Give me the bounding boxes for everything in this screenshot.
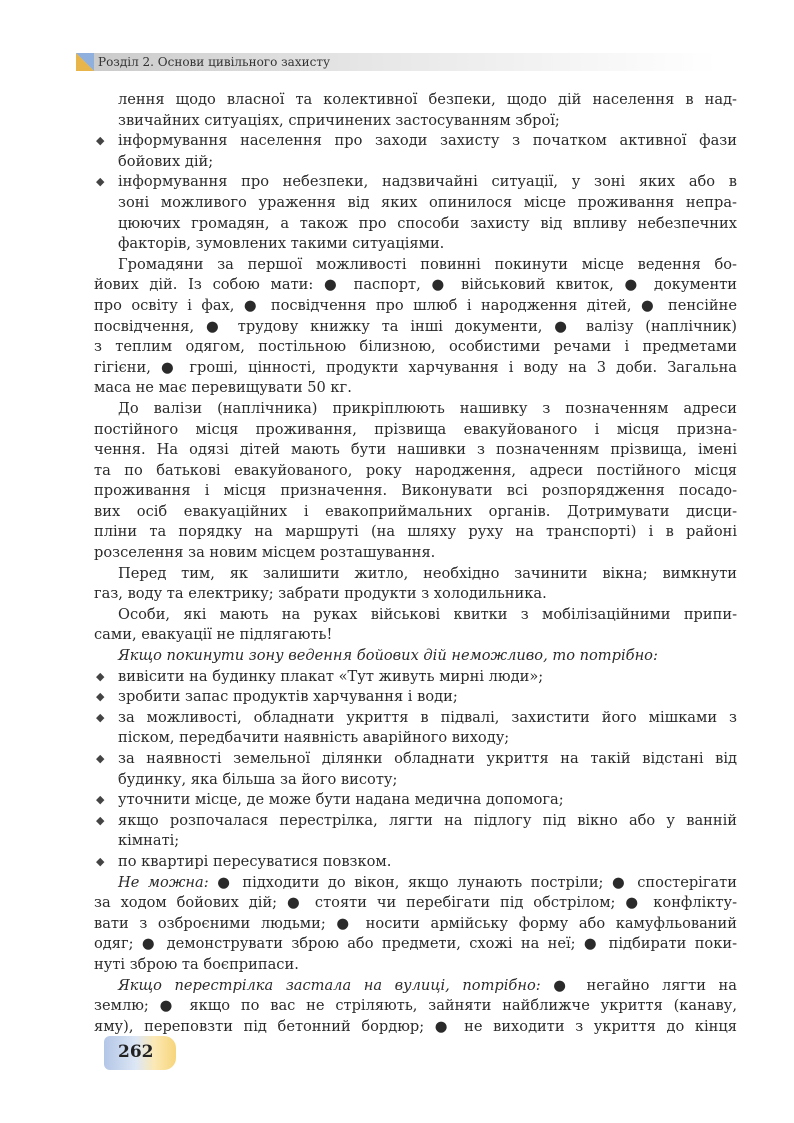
diamond-bullet-icon: ◆ (96, 710, 105, 724)
text-line: лення щодо власної та колективної безпеки, щодо дій населення в над- (118, 91, 737, 108)
text-line: Перед тим, як залишити житло, необхідно зачинити вікна; вимкнути (118, 564, 737, 582)
section-title: Розділ 2. Основи цивільного захисту (98, 55, 331, 69)
page-number-badge (104, 1036, 176, 1070)
diamond-bullet-icon: ◆ (96, 793, 105, 807)
diamond-bullet-icon: ◆ (96, 669, 105, 683)
text-line: землю; ● якщо по вас не стріляють, зайняти найближче укриття (канаву, (94, 997, 737, 1015)
list-item: ◆ зробити запас продуктів харчування і води; (94, 687, 737, 708)
text-line: газ, воду та електрику; забрати продукти з холодильника. (94, 585, 547, 603)
text-line: Не можна: ● підходити до вікон, якщо лунають постріли; ● спостерігати (118, 873, 737, 891)
text-line: з теплим одягом, постільною білизною, особистими речами і предметами (94, 338, 737, 356)
text-line: бойових дій; (118, 152, 214, 170)
page-body (94, 90, 737, 1037)
diamond-bullet-icon: ◆ (96, 175, 105, 189)
diamond-bullet-icon: ◆ (96, 690, 105, 704)
italic-lead: Не можна: (118, 873, 209, 891)
diamond-bullet-icon: ◆ (96, 813, 105, 827)
text-line: одяг; ● демонструвати зброю або предмети, схожі на неї; ● підбирати поки- (94, 935, 737, 953)
diamond-bullet-icon: ◆ (96, 854, 105, 868)
text-line: вих осіб евакуаційних і евакоприймальних органів. Дотримувати дисци- (94, 502, 737, 520)
text-line: факторів, зумовлених такими ситуаціями. (118, 235, 445, 253)
text-line: чення. На одязі дітей мають бути нашивки з позначенням прізвища, імені (94, 441, 737, 459)
text-line: нуті зброю та боєприпаси. (94, 955, 299, 973)
text-line: будинку, яка більша за його висоту; (118, 770, 398, 788)
text-line: та по батькові евакуйованого, року народження, адреси постійного місця (94, 461, 737, 479)
text-line: Якщо перестрілка застала на вулиці, потрібно: ● негайно лягти на (118, 976, 737, 994)
text-line: розселення за новим місцем розташування. (94, 544, 436, 562)
list-item: ◆ якщо розпочалася перестрілка, лягти на підлогу під вікно або у ванній (94, 811, 737, 832)
list-item: ◆ інформування про небезпеки, надзвичайні ситуації, у зоні яких або в (94, 172, 737, 193)
corner-mark-icon (76, 53, 94, 71)
text-line: йових дій. Із собою мати: ● паспорт, ● військовий квиток, ● документи (94, 276, 737, 294)
text-line: яму), переповзти під бетонний бордюр; ● не виходити з укриття до кінця (94, 1017, 737, 1035)
text-line: за ходом бойових дій; ● стояти чи перебігати під обстрілом; ● конфлікту- (94, 894, 737, 912)
text-line: звичайних ситуаціях, спричинених застосуванням зброї; (118, 111, 560, 129)
list-item: ◆ вивісити на будинку плакат «Тут живуть мирні люди»; (94, 667, 737, 688)
text-line: проживання і місця призначення. Виконувати всі розпорядження посадо- (94, 482, 737, 500)
list-item: ◆ за можливості, обладнати укриття в підвалі, захистити його мішками з (94, 708, 737, 729)
text-line: вати з озброєними людьми; ● носити армійську форму або камуфльований (94, 914, 737, 932)
list-item: ◆ за наявності земельної ділянки обладнати укриття на такій відстані від (94, 749, 737, 770)
text-line: посвідчення, ● трудову книжку та інші документи, ● валізу (наплічник) (94, 317, 737, 335)
text-line: Громадяни за першої можливості повинні покинути місце ведення бо- (118, 255, 737, 273)
text-line: кімнаті; (118, 832, 180, 850)
list-item: ◆ уточнити місце, де може бути надана медична допомога; (94, 790, 737, 811)
running-header (76, 53, 716, 71)
text-line: Особи, які мають на руках військові квитки з мобілізаційними припи- (118, 605, 737, 623)
list-item: ◆ по квартирі пересуватися повзком. (94, 852, 737, 873)
text-line: постійного місця проживання, прізвища евакуйованого і місця призна- (94, 420, 737, 438)
text-line: про освіту і фах, ● посвідчення про шлюб і народження дітей, ● пенсійне (94, 296, 737, 314)
text-line: сами, евакуації не підлягають! (94, 626, 333, 644)
text-line: маса не має перевищувати 50 кг. (94, 379, 352, 397)
text-line: піском, передбачити наявність аварійного виходу; (118, 729, 510, 747)
diamond-bullet-icon: ◆ (96, 134, 105, 148)
text-line: До валізи (наплічника) прикріплюють нашивку з позначенням адреси (118, 399, 737, 417)
italic-lead: Якщо перестрілка застала на вулиці, потрібно: (118, 976, 541, 994)
diamond-bullet-icon: ◆ (96, 752, 105, 765)
page-number: 262 (118, 1042, 154, 1062)
italic-heading: Якщо покинути зону ведення бойових дій неможливо, то потрібно: (118, 647, 658, 665)
list-item: ◆ інформування населення про заходи захисту з початком активної фази (94, 131, 737, 152)
text-line: зоні можливого ураження від яких опинилося місце проживання непра- (118, 193, 737, 211)
text-line: пліни та порядку на маршруті (на шляху руху на транспорті) і в районі (94, 523, 737, 541)
text-line: гігієни, ● гроші, цінності, продукти харчування і воду на 3 доби. Загальна (94, 358, 737, 376)
text-line: цюючих громадян, а також про способи захисту від впливу небезпечних (118, 214, 737, 232)
